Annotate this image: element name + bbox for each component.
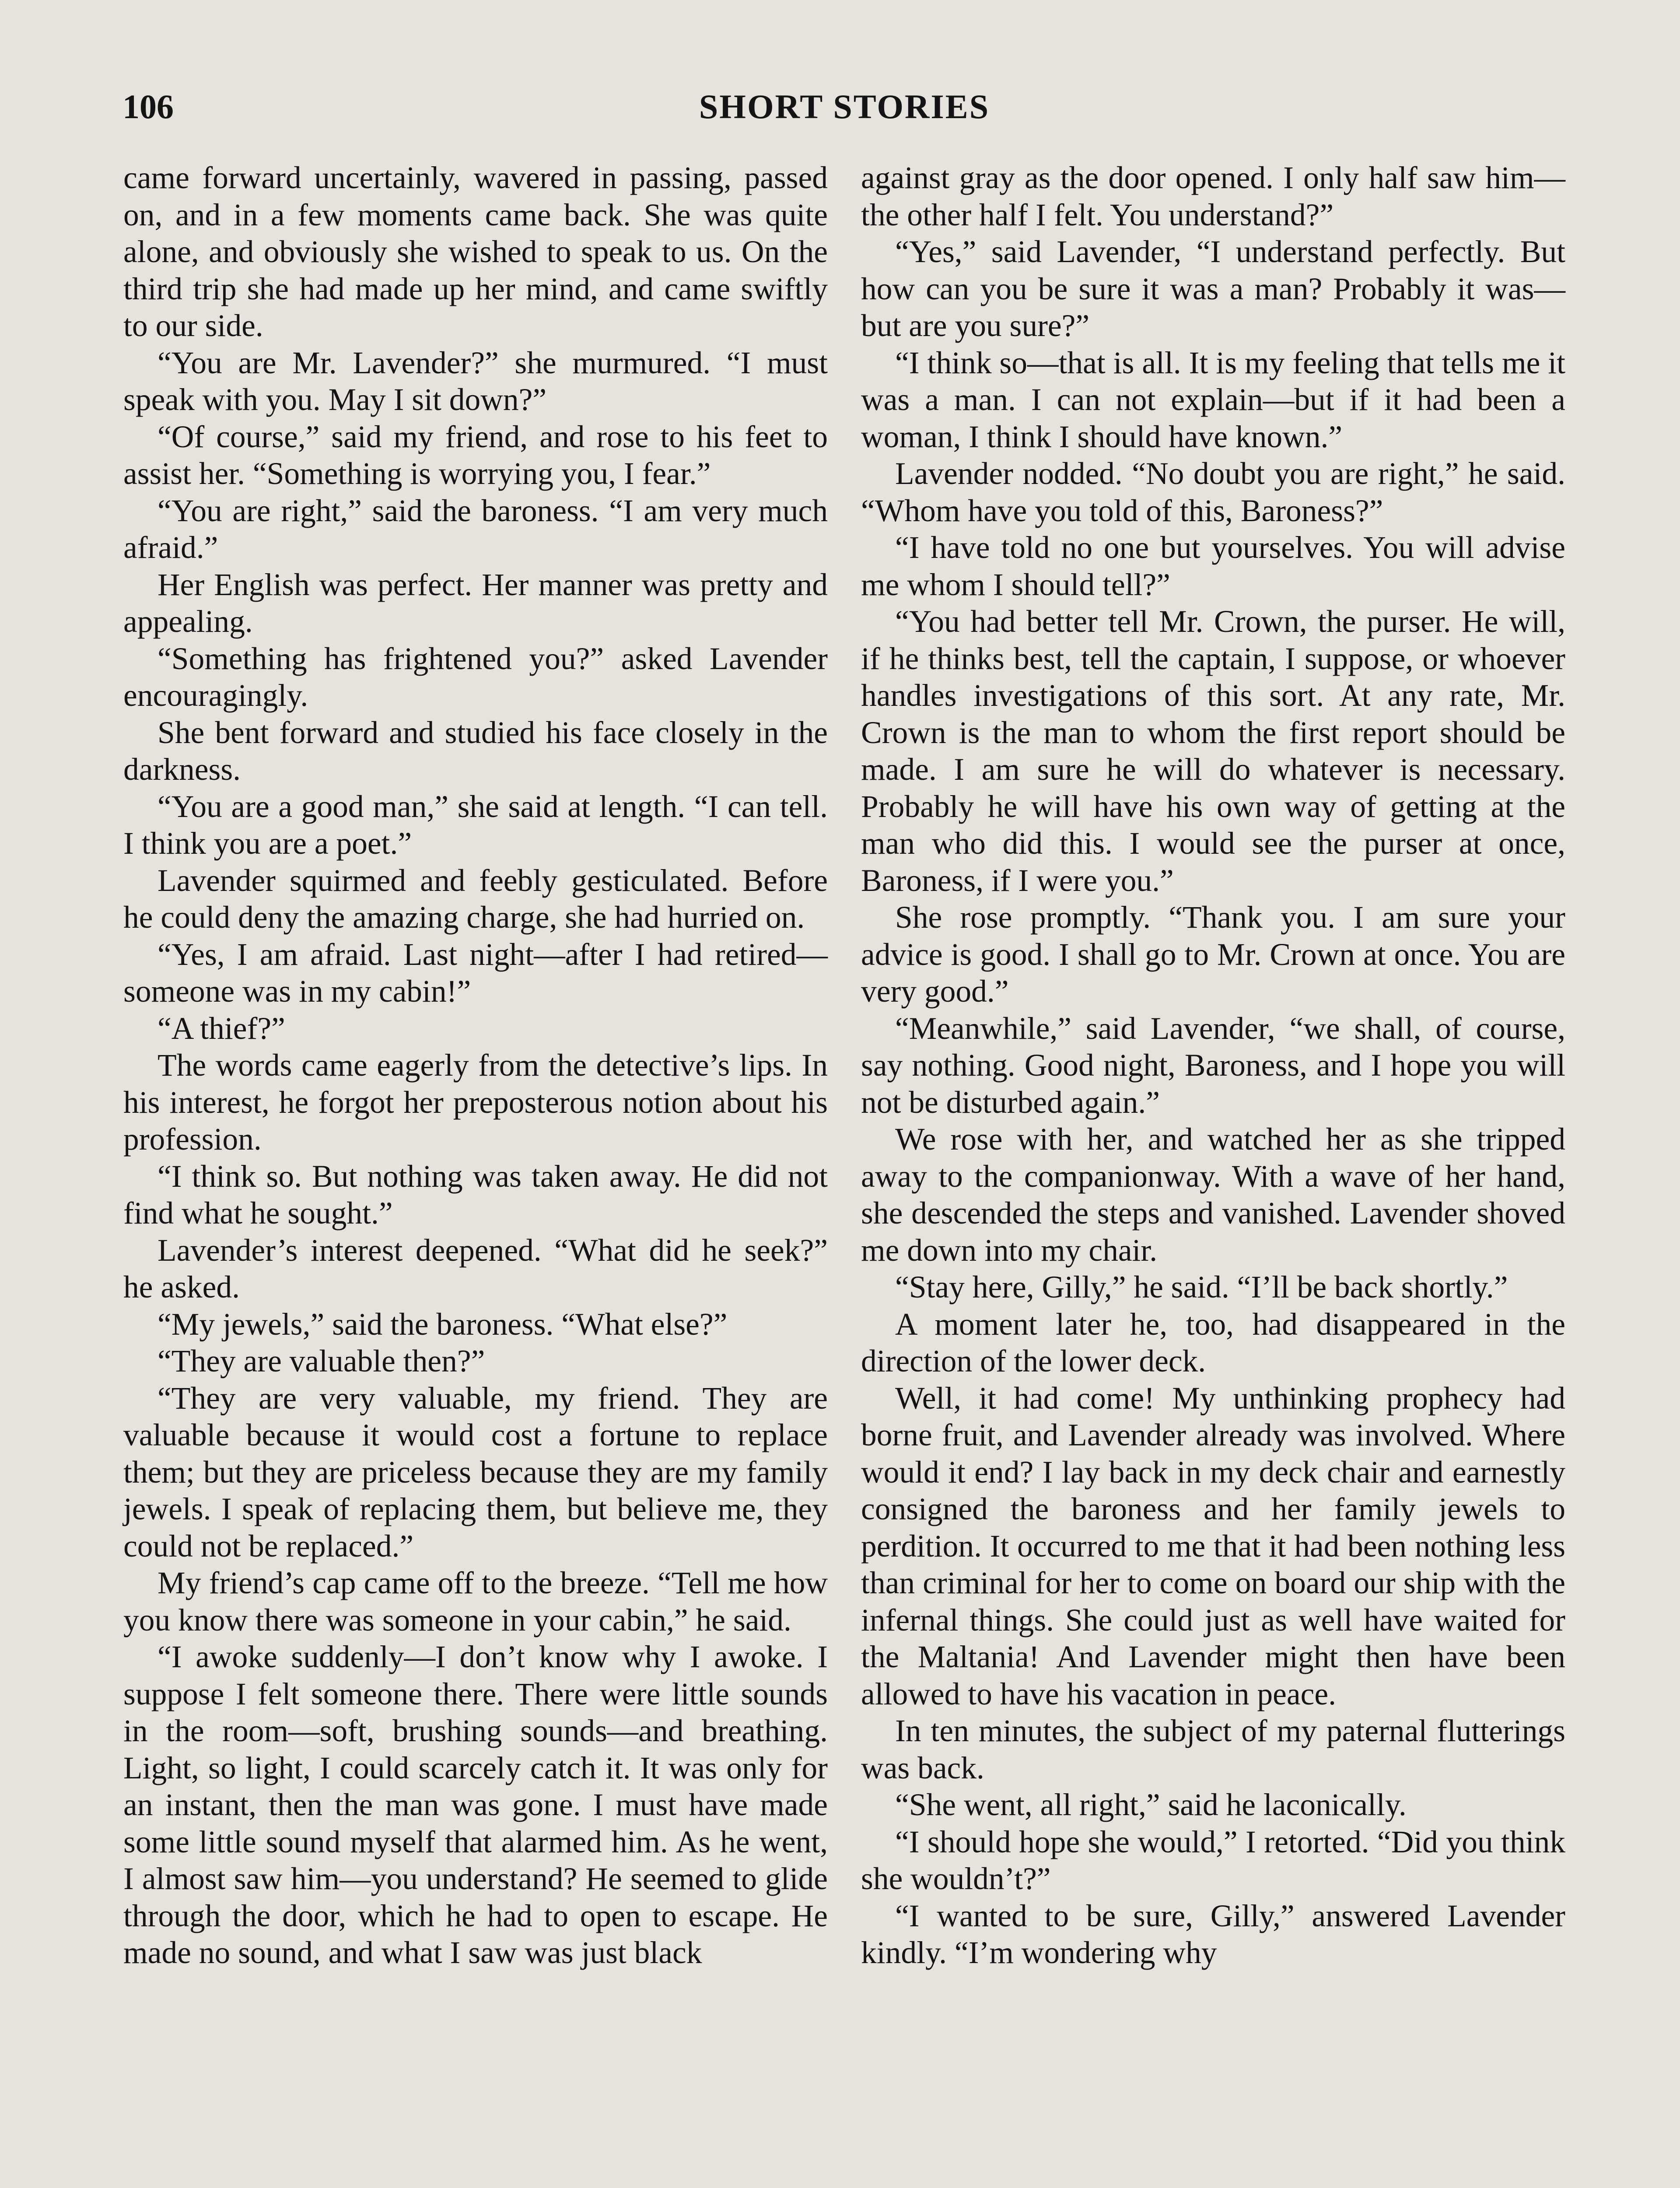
paragraph: “You are Mr. Lavender?” she murmured. “I must speak with you. May I sit down?” <box>123 345 828 417</box>
paragraph: against gray as the door opened. I only half saw him—the other half I felt. You understand?” <box>861 161 1565 232</box>
paragraph: The words came eagerly from the detective’s lips. In his interest, he forgot her preposterous notion about his profession. <box>123 1048 828 1157</box>
paragraph: “You are right,” said the baroness. “I am very much afraid.” <box>123 493 828 565</box>
paragraph: Lavender’s interest deepened. “What did he seek?” he asked. <box>123 1233 828 1304</box>
left-text-column <box>123 160 828 1972</box>
paragraph: Well, it had come! My unthinking prophecy had borne fruit, and Lavender already was involved. Where would it end? I lay back in my deck chair and earnestly consigned the baroness and her family jewels to perdition. It occurred to me that it had been nothing less than criminal for her to come on board our ship with the infernal things. She could just as well have waited for the Maltania! And Lavender might then have been allowed to have his vacation in peace. <box>861 1381 1565 1711</box>
paragraph: She rose promptly. “Thank you. I am sure your advice is good. I shall go to Mr. Crown at once. You are very good.” <box>861 900 1565 1009</box>
paragraph: Lavender nodded. “No doubt you are right,” he said. “Whom have you told of this, Baroness?” <box>861 456 1565 528</box>
paragraph: A moment later he, too, had disappeared in the direction of the lower deck. <box>861 1307 1565 1378</box>
paragraph: “A thief?” <box>158 1011 285 1046</box>
paragraph: “Of course,” said my friend, and rose to his feet to assist her. “Something is worrying you, I fear.” <box>123 419 828 491</box>
right-text-column <box>861 160 1565 1972</box>
paragraph: Her English was perfect. Her manner was pretty and appealing. <box>123 567 828 639</box>
paragraph: My friend’s cap came off to the breeze. “Tell me how you know there was someone in your cabin,” he said. <box>123 1566 828 1637</box>
paragraph: “I awoke suddenly—I don’t know why I awoke. I suppose I felt someone there. There were little sounds in the room—soft, brushing sounds—and breathing. Light, so light, I could scarcely catch it. It was only for an instant, then the man was gone. I must have made some little sound myself that alarmed him. As he went, I almost saw him—you understand? He seemed to glide through the door, which he had to open to escape. He made no sound, and what I saw was just black <box>123 1640 828 1970</box>
paragraph: “Meanwhile,” said Lavender, “we shall, of course, say nothing. Good night, Baroness, and I hope you will not be disturbed again.” <box>861 1011 1565 1120</box>
paragraph: “Yes,” said Lavender, “I understand perfectly. But how can you be sure it was a man? Probably it was—but are you sure?” <box>861 235 1565 343</box>
paragraph: “Something has frightened you?” asked Lavender encouragingly. <box>123 641 828 713</box>
paragraph: “They are very valuable, my friend. They are valuable because it would cost a fortune to replace them; but they are priceless because they are my family jewels. I speak of replacing them, but believe me, they could not be replaced.” <box>123 1381 828 1564</box>
paragraph: “You had better tell Mr. Crown, the purser. He will, if he thinks best, tell the captain, I suppose, or whoever handles investigations of this sort. At any rate, Mr. Crown is the man to whom the first report should be made. I am sure he will do whatever is necessary. Probably he will have his own way of getting at the man who did this. I would see the purser at once, Baroness, if I were you.” <box>861 604 1565 898</box>
paragraph: “I have told no one but yourselves. You will advise me whom I should tell?” <box>861 530 1565 602</box>
paragraph: “I think so. But nothing was taken away. He did not find what he sought.” <box>123 1159 828 1231</box>
paragraph: “They are valuable then?” <box>158 1344 485 1378</box>
paragraph: In ten minutes, the subject of my paternal flutterings was back. <box>861 1714 1565 1785</box>
paragraph: “I wanted to be sure, Gilly,” answered Lavender kindly. “I’m wondering why <box>861 1898 1565 1970</box>
paragraph: Lavender squirmed and feebly gesticulated. Before he could deny the amazing charge, she had hurried on. <box>123 863 828 935</box>
page-header <box>122 90 1566 142</box>
paragraph: She bent forward and studied his face closely in the darkness. <box>123 715 828 787</box>
paragraph: “Stay here, Gilly,” he said. “I’ll be back shortly.” <box>895 1270 1508 1304</box>
paragraph: “I think so—that is all. It is my feeling that tells me it was a man. I can not explain—but if it had been a woman, I think I should have known.” <box>861 345 1565 454</box>
page-number: 106 <box>122 88 174 126</box>
paragraph: We rose with her, and watched her as she tripped away to the companionway. With a wave of her hand, she descended the steps and vanished. Lavender shoved me down into my chair. <box>861 1122 1565 1268</box>
paragraph: “I should hope she would,” I retorted. “Did you think she wouldn’t?” <box>861 1824 1565 1896</box>
paragraph: “My jewels,” said the baroness. “What else?” <box>158 1307 728 1342</box>
paragraph: “She went, all right,” said he laconically. <box>895 1788 1407 1822</box>
paragraph: “You are a good man,” she said at length. “I can tell. I think you are a poet.” <box>123 789 828 861</box>
paragraph: came forward uncertainly, wavered in passing, passed on, and in a few moments came back. She was quite alone, and obviously she wished to speak to us. On the third trip she had made up her mind, and came swiftly to our side. <box>123 161 828 343</box>
paragraph: “Yes, I am afraid. Last night—after I had retired—someone was in my cabin!” <box>123 937 828 1009</box>
running-title: SHORT STORIES <box>699 88 990 126</box>
